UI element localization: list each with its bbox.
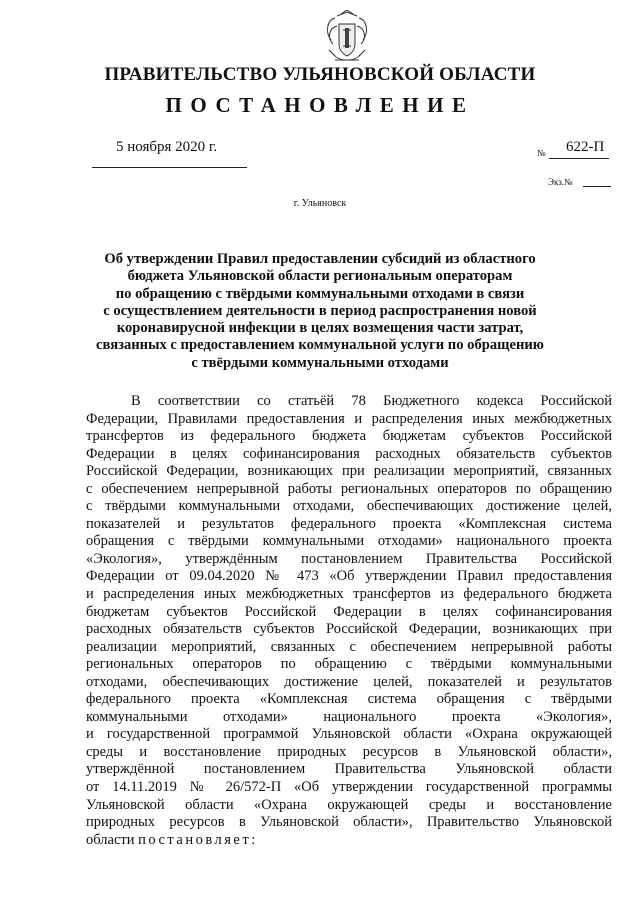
subject-line: связанных с предоставлением коммунальной услуги по обращению	[96, 337, 544, 354]
body-line: Федерации от 09.04.2020 № 473 «Об утверждении Правил предоставления	[86, 568, 612, 585]
body-line: отходами, обеспечивающих достижение целей, показателей и результатов	[86, 673, 612, 690]
body-line: расходных обязательств субъектов Российской Федерации, возникающих при	[86, 621, 612, 638]
decree-verb: постановляет	[138, 831, 252, 848]
body-line: с твёрдыми коммунальными отходами, обеспечивающих достижение целей,	[86, 498, 612, 515]
body-line: и государственной программой Ульяновской области «Охрана окружающей	[86, 726, 612, 743]
subject-line: коронавирусной инфекции в целях возмещения части затрат,	[116, 320, 524, 337]
body-line: обращения с твёрдыми коммунальными отходами» национального проекта	[86, 533, 612, 550]
body-line: федерального проекта «Комплексная система обращения с твёрдыми	[86, 691, 612, 708]
body-paragraph	[86, 393, 612, 849]
body-line: Ульяновской области «Охрана окружающей среды и восстановление	[86, 796, 612, 813]
number-underline	[549, 158, 609, 159]
government-title: ПРАВИТЕЛЬСТВО УЛЬЯНОВСКОЙ ОБЛАСТИ	[104, 64, 536, 85]
body-line: реализации мероприятий, связанных с обеспечением непрерывной работы	[86, 638, 612, 655]
document-number: 622-П	[566, 139, 605, 155]
body-line: «Экология», утверждённым постановлением Правительства Российской	[86, 550, 612, 567]
subject-line: с осуществлением деятельности в период распространения новой	[103, 302, 537, 319]
body-line: В соответствии со статьёй 78 Бюджетного кодекса Российской	[131, 393, 612, 409]
subject-line: по обращению с твёрдыми коммунальными отходами в связи	[115, 285, 525, 302]
body-line: среды и восстановление природных ресурсов в Ульяновской области»,	[86, 743, 612, 760]
body-line: утверждённой постановлением Правительства Ульяновской области	[86, 761, 612, 778]
number-sign: №	[537, 148, 546, 158]
copy-number-underline	[583, 186, 611, 187]
closing-suffix: :	[251, 831, 256, 848]
body-line: с обеспечением непрерывной работы региональных операторов по обращению	[86, 480, 612, 497]
coat-of-arms-icon	[323, 10, 371, 66]
body-line: Российской Федерации, возникающих при реализации мероприятий, связанных	[86, 463, 612, 480]
subject-line: Об утверждении Правил предоставлении субсидий из областного	[104, 251, 536, 267]
body-line: природных ресурсов в Ульяновской области», Правительство Ульяновской	[86, 814, 612, 831]
subject-line: с твёрдыми коммунальными отходами	[191, 354, 449, 371]
body-line: трансфертов из федерального бюджета бюджетам субъектов Российской	[86, 428, 612, 445]
body-line: коммунальными отходами» национального проекта «Экология»,	[86, 708, 612, 725]
city-name: г. Ульяновск	[293, 198, 347, 209]
subject-line: бюджета Ульяновской области региональным операторам	[127, 268, 513, 285]
body-line: и распределения иных межбюджетных трансфертов из федерального бюджета	[86, 586, 612, 603]
document-type-title: ПОСТАНОВЛЕНИЕ	[165, 93, 475, 117]
body-line: бюджетам субъектов Российской Федерации в целях софинансирования	[86, 603, 612, 620]
body-line: показателей и результатов федерального проекта «Комплексная система	[86, 515, 612, 532]
copy-number-label: Экз.№	[548, 177, 573, 187]
closing-prefix: области	[86, 831, 139, 848]
body-line: Федерации в целях софинансирования расходных обязательств субъектов	[86, 445, 612, 462]
body-line: региональных операторов по обращению с твёрдыми коммунальными	[86, 656, 612, 673]
date-underline	[92, 167, 247, 168]
body-line: от 14.11.2019 № 26/572-П «Об утверждении государственной программы	[86, 779, 612, 796]
closing-line	[86, 832, 612, 850]
document-date: 5 ноября 2020 г.	[116, 139, 218, 155]
body-line: Федерации, Правилами предоставления и распределения иных межбюджетных	[86, 410, 612, 427]
document-subject	[90, 251, 550, 372]
